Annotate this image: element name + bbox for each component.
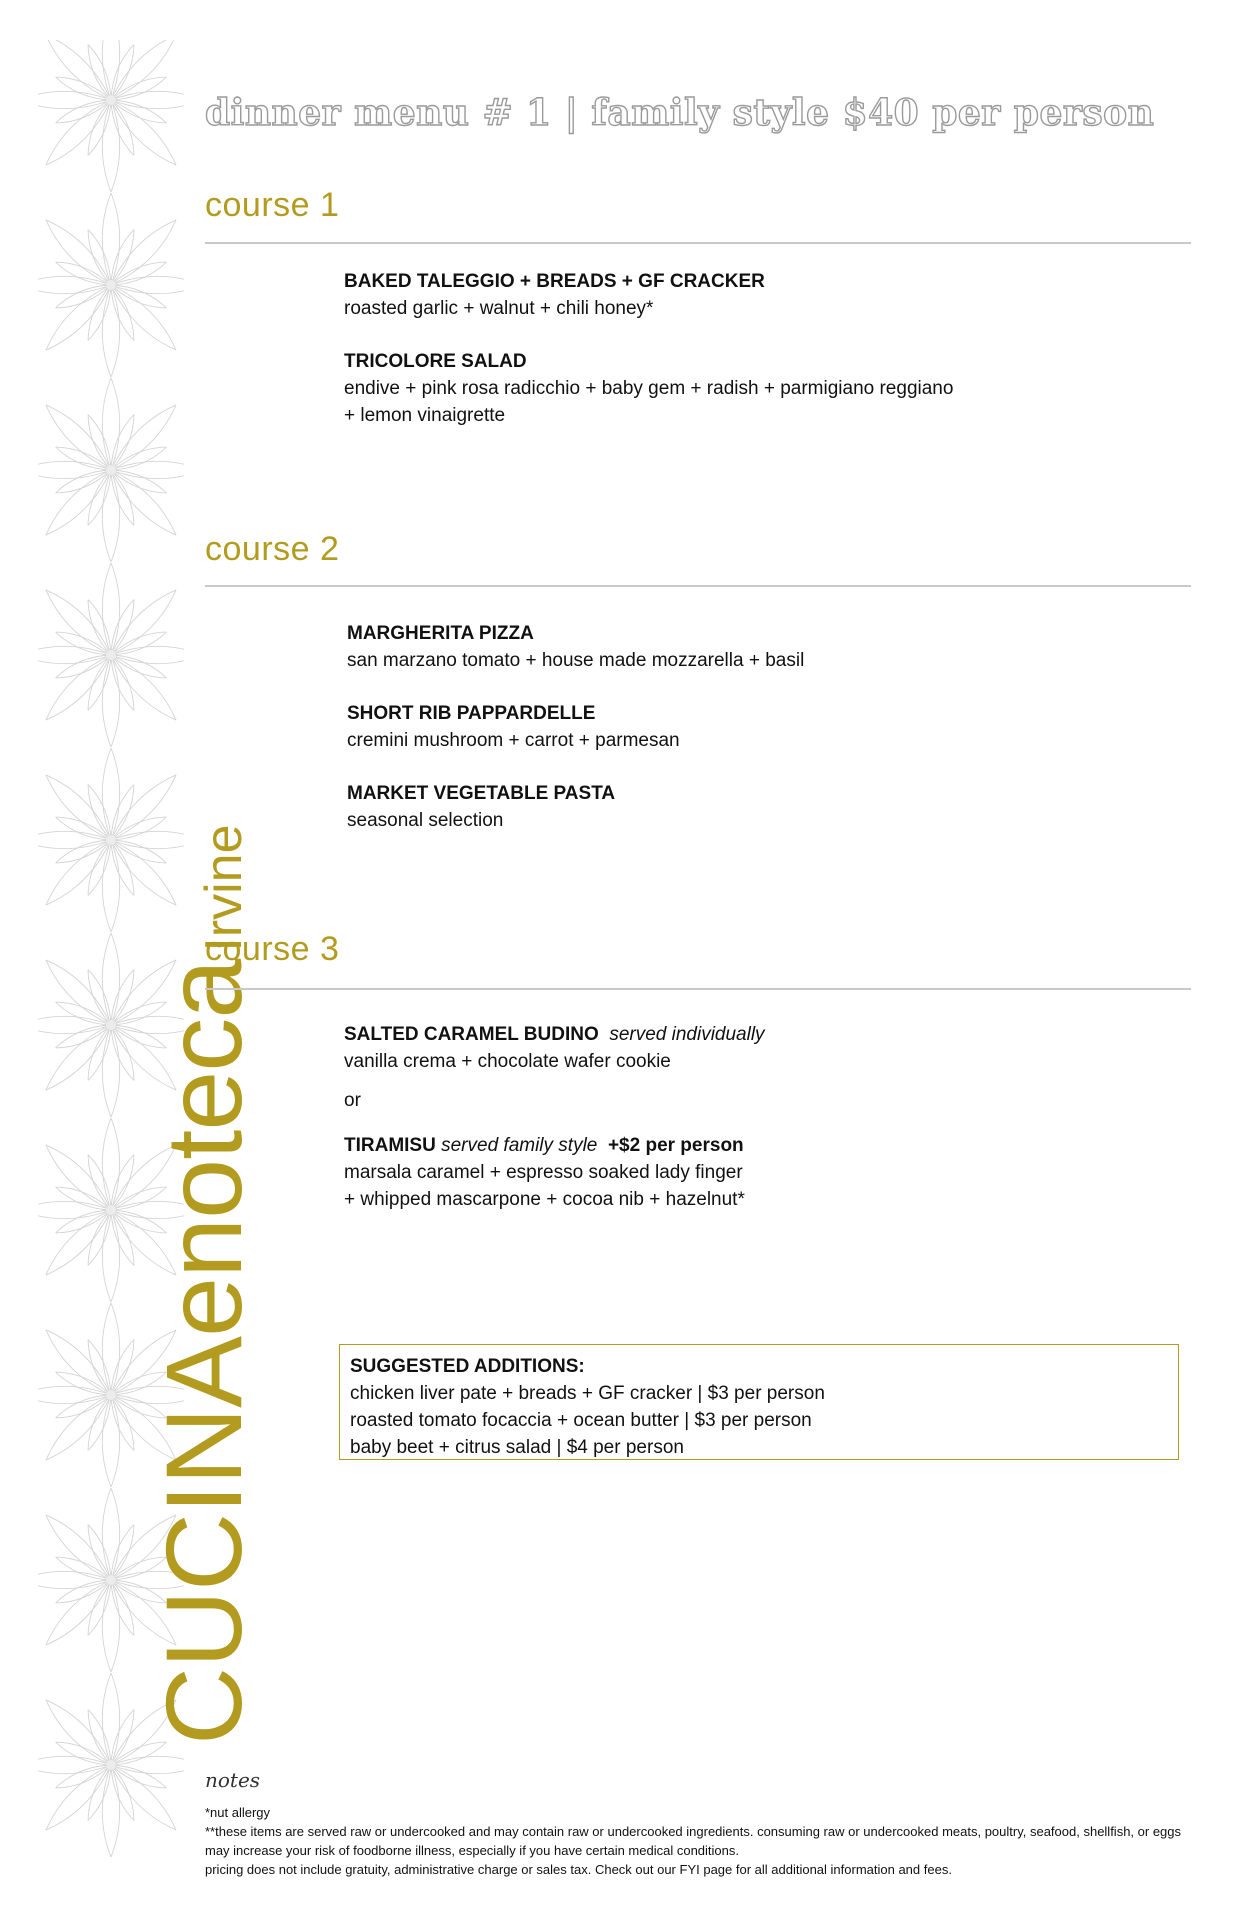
- menu-item: [344, 1132, 765, 1213]
- pattern-stroke: [56, 1372, 111, 1395]
- pattern-stroke: [88, 1395, 111, 1450]
- pattern-stroke: [46, 1210, 111, 1275]
- pattern-stroke: [88, 1765, 111, 1820]
- pattern-stroke: [56, 100, 111, 123]
- pattern-stroke: [111, 100, 166, 123]
- pattern-stroke: [111, 1395, 134, 1450]
- pattern-stroke: [46, 1330, 111, 1395]
- pattern-stroke: [56, 447, 111, 470]
- pattern-stroke: [111, 100, 176, 165]
- pattern-stroke: [111, 1395, 134, 1450]
- pattern-stroke: [111, 655, 176, 720]
- pattern-stroke: [56, 77, 111, 100]
- course-3-items: [344, 1021, 765, 1239]
- pattern-stroke: [111, 1580, 134, 1635]
- pattern-stroke: [111, 785, 134, 840]
- pattern-stroke: [111, 470, 166, 493]
- pattern-stroke: [56, 285, 111, 308]
- pattern-stroke: [56, 262, 111, 285]
- course-2-items: [347, 620, 804, 860]
- pattern-stroke: [111, 1340, 134, 1395]
- pattern-stroke: [46, 655, 111, 720]
- pattern-stroke: [88, 600, 111, 655]
- pattern-stroke: [111, 40, 176, 100]
- item-serving-note: served family style: [441, 1135, 598, 1156]
- pattern-stroke: [56, 1765, 111, 1788]
- notes-text: [205, 1803, 1185, 1879]
- pattern-stroke: [46, 405, 111, 470]
- pattern-stroke: [111, 1025, 134, 1080]
- pattern-stroke: [88, 230, 111, 285]
- pattern-stroke: [111, 590, 176, 655]
- pattern-stroke: [46, 220, 111, 285]
- course-1-heading: course 1: [205, 186, 340, 224]
- pattern-stroke: [111, 285, 176, 350]
- pattern-stroke: [111, 470, 176, 535]
- item-description: seasonal selection: [347, 810, 504, 831]
- item-serving-note: served individually: [609, 1024, 765, 1045]
- pattern-stroke: [111, 415, 134, 470]
- suggested-additions-box: [339, 1344, 1179, 1460]
- pattern-stroke: [111, 230, 134, 285]
- pattern-stroke: [88, 45, 111, 100]
- pattern-stroke: [111, 285, 166, 308]
- pattern-stroke: [56, 1580, 111, 1603]
- pattern-stroke: [111, 100, 166, 123]
- pattern-stroke: [111, 1580, 134, 1635]
- pattern-stroke: [56, 840, 111, 863]
- notes-label: notes: [205, 1768, 261, 1792]
- pattern-stroke: [88, 970, 111, 1025]
- pattern-stroke: [111, 840, 134, 895]
- addition-line: roasted tomato focaccia + ocean butter | $3 per person: [350, 1410, 812, 1431]
- pattern-stroke: [46, 1395, 111, 1460]
- pattern-stroke: [111, 447, 166, 470]
- pattern-stroke: [111, 655, 166, 678]
- pattern-stroke: [56, 1395, 111, 1418]
- course-2-heading: course 2: [205, 530, 340, 568]
- pattern-stroke: [88, 1155, 111, 1210]
- course-1-divider: [205, 242, 1191, 244]
- pattern-stroke: [56, 817, 111, 840]
- note-line: pricing does not include gratuity, administrative charge or sales tax. Check out our FYI page for all additional information and fees.: [205, 1862, 952, 1877]
- pattern-stroke: [56, 655, 111, 678]
- menu-item: [347, 620, 804, 674]
- pattern-stroke: [46, 220, 111, 285]
- pattern-stroke: [111, 655, 134, 710]
- pattern-center: [106, 1760, 116, 1770]
- item-name: BAKED TALEGGIO + BREADS + GF CRACKER: [344, 271, 765, 292]
- pattern-stroke: [88, 1765, 111, 1820]
- menu-item: [347, 780, 804, 834]
- pattern-center: [106, 1020, 116, 1030]
- starburst-motif: [38, 563, 184, 747]
- pattern-stroke: [46, 655, 111, 720]
- pattern-stroke: [88, 840, 111, 895]
- pattern-stroke: [46, 1145, 111, 1210]
- pattern-stroke: [88, 1710, 111, 1765]
- pattern-stroke: [111, 1025, 134, 1080]
- pattern-stroke: [111, 262, 166, 285]
- pattern-stroke: [46, 470, 111, 535]
- pattern-stroke: [88, 285, 111, 340]
- pattern-stroke: [111, 220, 176, 285]
- pattern-stroke: [111, 970, 134, 1025]
- starburst-motif: [38, 193, 184, 377]
- course-1-items: [344, 268, 953, 455]
- pattern-stroke: [111, 470, 166, 493]
- item-name: MARKET VEGETABLE PASTA: [347, 783, 616, 804]
- pattern-stroke: [56, 77, 111, 100]
- pattern-center: [106, 835, 116, 845]
- starburst-motif: [38, 40, 184, 192]
- item-description: roasted garlic + walnut + chili honey*: [344, 298, 654, 319]
- pattern-stroke: [111, 100, 176, 165]
- pattern-stroke: [111, 45, 134, 100]
- pattern-stroke: [88, 1710, 111, 1765]
- item-description-cont: + lemon vinaigrette: [344, 405, 506, 426]
- pattern-stroke: [46, 405, 111, 470]
- pattern-stroke: [111, 230, 134, 285]
- pattern-stroke: [111, 970, 134, 1025]
- pattern-stroke: [88, 1395, 111, 1450]
- pattern-stroke: [46, 1700, 111, 1765]
- pattern-stroke: [111, 1742, 166, 1765]
- course-2-divider: [205, 585, 1191, 587]
- pattern-stroke: [111, 470, 134, 525]
- item-description: marsala caramel + espresso soaked lady finger: [344, 1162, 743, 1183]
- pattern-stroke: [88, 1155, 111, 1210]
- pattern-center: [106, 650, 116, 660]
- pattern-stroke: [56, 470, 111, 493]
- pattern-center: [106, 465, 116, 475]
- pattern-stroke: [46, 1515, 111, 1580]
- pattern-stroke: [46, 470, 111, 535]
- pattern-stroke: [88, 285, 111, 340]
- pattern-stroke: [46, 1330, 111, 1395]
- pattern-stroke: [88, 1210, 111, 1265]
- pattern-stroke: [56, 1765, 111, 1788]
- menu-item: [344, 348, 953, 429]
- pattern-stroke: [56, 632, 111, 655]
- brand-cucina: CUCINA: [143, 1336, 264, 1745]
- additions-heading: SUGGESTED ADDITIONS:: [350, 1356, 585, 1377]
- note-line: **these items are served raw or undercooked and may contain raw or undercooked ingredients. consuming raw or undercooked meats, poultry, seafood, shellfish, or eggs may increase your risk of foodborne illness, especially if you have certain medical conditions.: [205, 1824, 1182, 1858]
- pattern-stroke: [56, 1025, 111, 1048]
- item-description: san marzano tomato + house made mozzarella + basil: [347, 650, 805, 671]
- pattern-stroke: [88, 785, 111, 840]
- pattern-stroke: [46, 960, 111, 1025]
- pattern-stroke: [46, 590, 111, 655]
- pattern-center: [106, 280, 116, 290]
- pattern-stroke: [88, 600, 111, 655]
- pattern-stroke: [88, 840, 111, 895]
- pattern-stroke: [111, 1210, 134, 1265]
- pattern-stroke: [111, 1710, 134, 1765]
- pattern-stroke: [56, 1557, 111, 1580]
- pattern-stroke: [56, 817, 111, 840]
- item-description: vanilla crema + chocolate wafer cookie: [344, 1051, 671, 1072]
- pattern-stroke: [111, 1210, 134, 1265]
- pattern-stroke: [56, 1210, 111, 1233]
- pattern-stroke: [88, 1210, 111, 1265]
- pattern-stroke: [46, 840, 111, 905]
- pattern-center: [106, 1575, 116, 1585]
- item-price: +$2 per person: [607, 1135, 744, 1156]
- pattern-stroke: [111, 100, 134, 155]
- pattern-stroke: [56, 1025, 111, 1048]
- pattern-stroke: [88, 655, 111, 710]
- course-3-divider: [205, 988, 1191, 990]
- pattern-stroke: [56, 1557, 111, 1580]
- brand-enoteca: enoteca: [143, 959, 264, 1337]
- pattern-stroke: [46, 285, 111, 350]
- pattern-stroke: [88, 1025, 111, 1080]
- pattern-stroke: [111, 590, 176, 655]
- pattern-stroke: [111, 45, 134, 100]
- pattern-stroke: [46, 285, 111, 350]
- pattern-stroke: [56, 470, 111, 493]
- pattern-stroke: [46, 40, 111, 100]
- pattern-stroke: [88, 45, 111, 100]
- course-3-separator: or: [344, 1090, 361, 1111]
- pattern-stroke: [46, 100, 111, 165]
- pattern-stroke: [88, 1580, 111, 1635]
- pattern-stroke: [88, 230, 111, 285]
- item-name: TIRAMISU: [344, 1135, 436, 1156]
- pattern-stroke: [88, 1580, 111, 1635]
- pattern-stroke: [111, 415, 134, 470]
- pattern-stroke: [56, 1002, 111, 1025]
- pattern-stroke: [111, 1742, 166, 1765]
- pattern-stroke: [88, 100, 111, 155]
- item-description: cremini mushroom + carrot + parmesan: [347, 730, 680, 751]
- pattern-stroke: [56, 1742, 111, 1765]
- pattern-stroke: [111, 655, 176, 720]
- pattern-stroke: [111, 40, 176, 100]
- pattern-stroke: [56, 262, 111, 285]
- pattern-stroke: [111, 600, 134, 655]
- pattern-stroke: [46, 775, 111, 840]
- pattern-stroke: [111, 1155, 134, 1210]
- pattern-stroke: [111, 632, 166, 655]
- page-title: dinner menu # 1 | family style $40 per person: [205, 92, 1155, 134]
- pattern-stroke: [56, 1187, 111, 1210]
- pattern-stroke: [88, 415, 111, 470]
- pattern-stroke: [111, 1765, 134, 1820]
- pattern-stroke: [111, 600, 134, 655]
- item-name: TRICOLORE SALAD: [344, 351, 527, 372]
- course-3-heading: course 3: [205, 930, 340, 968]
- pattern-stroke: [111, 285, 166, 308]
- pattern-stroke: [56, 1742, 111, 1765]
- pattern-stroke: [88, 1025, 111, 1080]
- pattern-stroke: [88, 970, 111, 1025]
- menu-item: [344, 1021, 765, 1075]
- pattern-stroke: [46, 40, 111, 100]
- pattern-stroke: [56, 655, 111, 678]
- starburst-motif: [38, 378, 184, 562]
- pattern-stroke: [111, 1525, 134, 1580]
- pattern-stroke: [111, 632, 166, 655]
- pattern-stroke: [46, 100, 111, 165]
- pattern-stroke: [46, 1025, 111, 1090]
- pattern-stroke: [111, 220, 176, 285]
- pattern-stroke: [111, 1765, 176, 1830]
- pattern-stroke: [111, 655, 166, 678]
- pattern-stroke: [111, 285, 176, 350]
- item-description: endive + pink rosa radicchio + baby gem + radish + parmigiano reggiano: [344, 378, 954, 399]
- pattern-stroke: [46, 960, 111, 1025]
- pattern-stroke: [46, 840, 111, 905]
- pattern-stroke: [88, 785, 111, 840]
- pattern-stroke: [111, 785, 134, 840]
- pattern-stroke: [111, 1710, 134, 1765]
- pattern-stroke: [111, 447, 166, 470]
- brand-irvine: Irvine: [195, 824, 253, 952]
- pattern-stroke: [56, 1187, 111, 1210]
- pattern-stroke: [111, 470, 134, 525]
- item-name: MARGHERITA PIZZA: [347, 623, 534, 644]
- pattern-stroke: [46, 1145, 111, 1210]
- pattern-stroke: [111, 405, 176, 470]
- pattern-stroke: [46, 1580, 111, 1645]
- pattern-stroke: [56, 840, 111, 863]
- pattern-stroke: [56, 632, 111, 655]
- pattern-stroke: [111, 100, 134, 155]
- pattern-center: [106, 1390, 116, 1400]
- pattern-stroke: [111, 1155, 134, 1210]
- pattern-stroke: [111, 405, 176, 470]
- pattern-stroke: [56, 1002, 111, 1025]
- pattern-stroke: [46, 1765, 111, 1830]
- pattern-stroke: [111, 470, 176, 535]
- pattern-stroke: [88, 415, 111, 470]
- pattern-stroke: [111, 1340, 134, 1395]
- item-name: SALTED CARAMEL BUDINO: [344, 1024, 599, 1045]
- pattern-stroke: [56, 447, 111, 470]
- pattern-stroke: [46, 1210, 111, 1275]
- pattern-stroke: [111, 285, 134, 340]
- note-line: *nut allergy: [205, 1805, 271, 1820]
- addition-line: chicken liver pate + breads + GF cracker | $3 per person: [350, 1383, 825, 1404]
- pattern-stroke: [88, 655, 111, 710]
- pattern-stroke: [88, 100, 111, 155]
- pattern-stroke: [111, 1525, 134, 1580]
- pattern-stroke: [46, 1395, 111, 1460]
- pattern-center: [106, 95, 116, 105]
- pattern-stroke: [111, 1765, 134, 1820]
- pattern-stroke: [111, 77, 166, 100]
- menu-item: [347, 700, 804, 754]
- addition-line: baby beet + citrus salad | $4 per person: [350, 1437, 684, 1458]
- pattern-stroke: [88, 470, 111, 525]
- pattern-stroke: [111, 1765, 166, 1788]
- pattern-stroke: [88, 1340, 111, 1395]
- pattern-stroke: [111, 1765, 176, 1830]
- pattern-stroke: [56, 285, 111, 308]
- pattern-stroke: [46, 775, 111, 840]
- item-description-cont: + whipped mascarpone + cocoa nib + hazelnut*: [344, 1189, 745, 1210]
- pattern-stroke: [56, 100, 111, 123]
- pattern-stroke: [88, 1525, 111, 1580]
- pattern-stroke: [46, 1580, 111, 1645]
- pattern-stroke: [46, 1515, 111, 1580]
- item-name: SHORT RIB PAPPARDELLE: [347, 703, 596, 724]
- pattern-stroke: [46, 1765, 111, 1830]
- pattern-stroke: [111, 262, 166, 285]
- pattern-stroke: [46, 1700, 111, 1765]
- pattern-stroke: [56, 1580, 111, 1603]
- pattern-stroke: [46, 590, 111, 655]
- pattern-stroke: [111, 655, 134, 710]
- pattern-center: [106, 1205, 116, 1215]
- pattern-stroke: [111, 77, 166, 100]
- menu-item: [344, 268, 953, 322]
- pattern-stroke: [88, 1525, 111, 1580]
- pattern-stroke: [56, 1210, 111, 1233]
- pattern-stroke: [88, 1340, 111, 1395]
- pattern-stroke: [111, 840, 134, 895]
- pattern-stroke: [56, 1395, 111, 1418]
- pattern-stroke: [111, 1765, 166, 1788]
- pattern-stroke: [88, 470, 111, 525]
- pattern-stroke: [46, 1025, 111, 1090]
- pattern-stroke: [56, 1372, 111, 1395]
- pattern-stroke: [111, 285, 134, 340]
